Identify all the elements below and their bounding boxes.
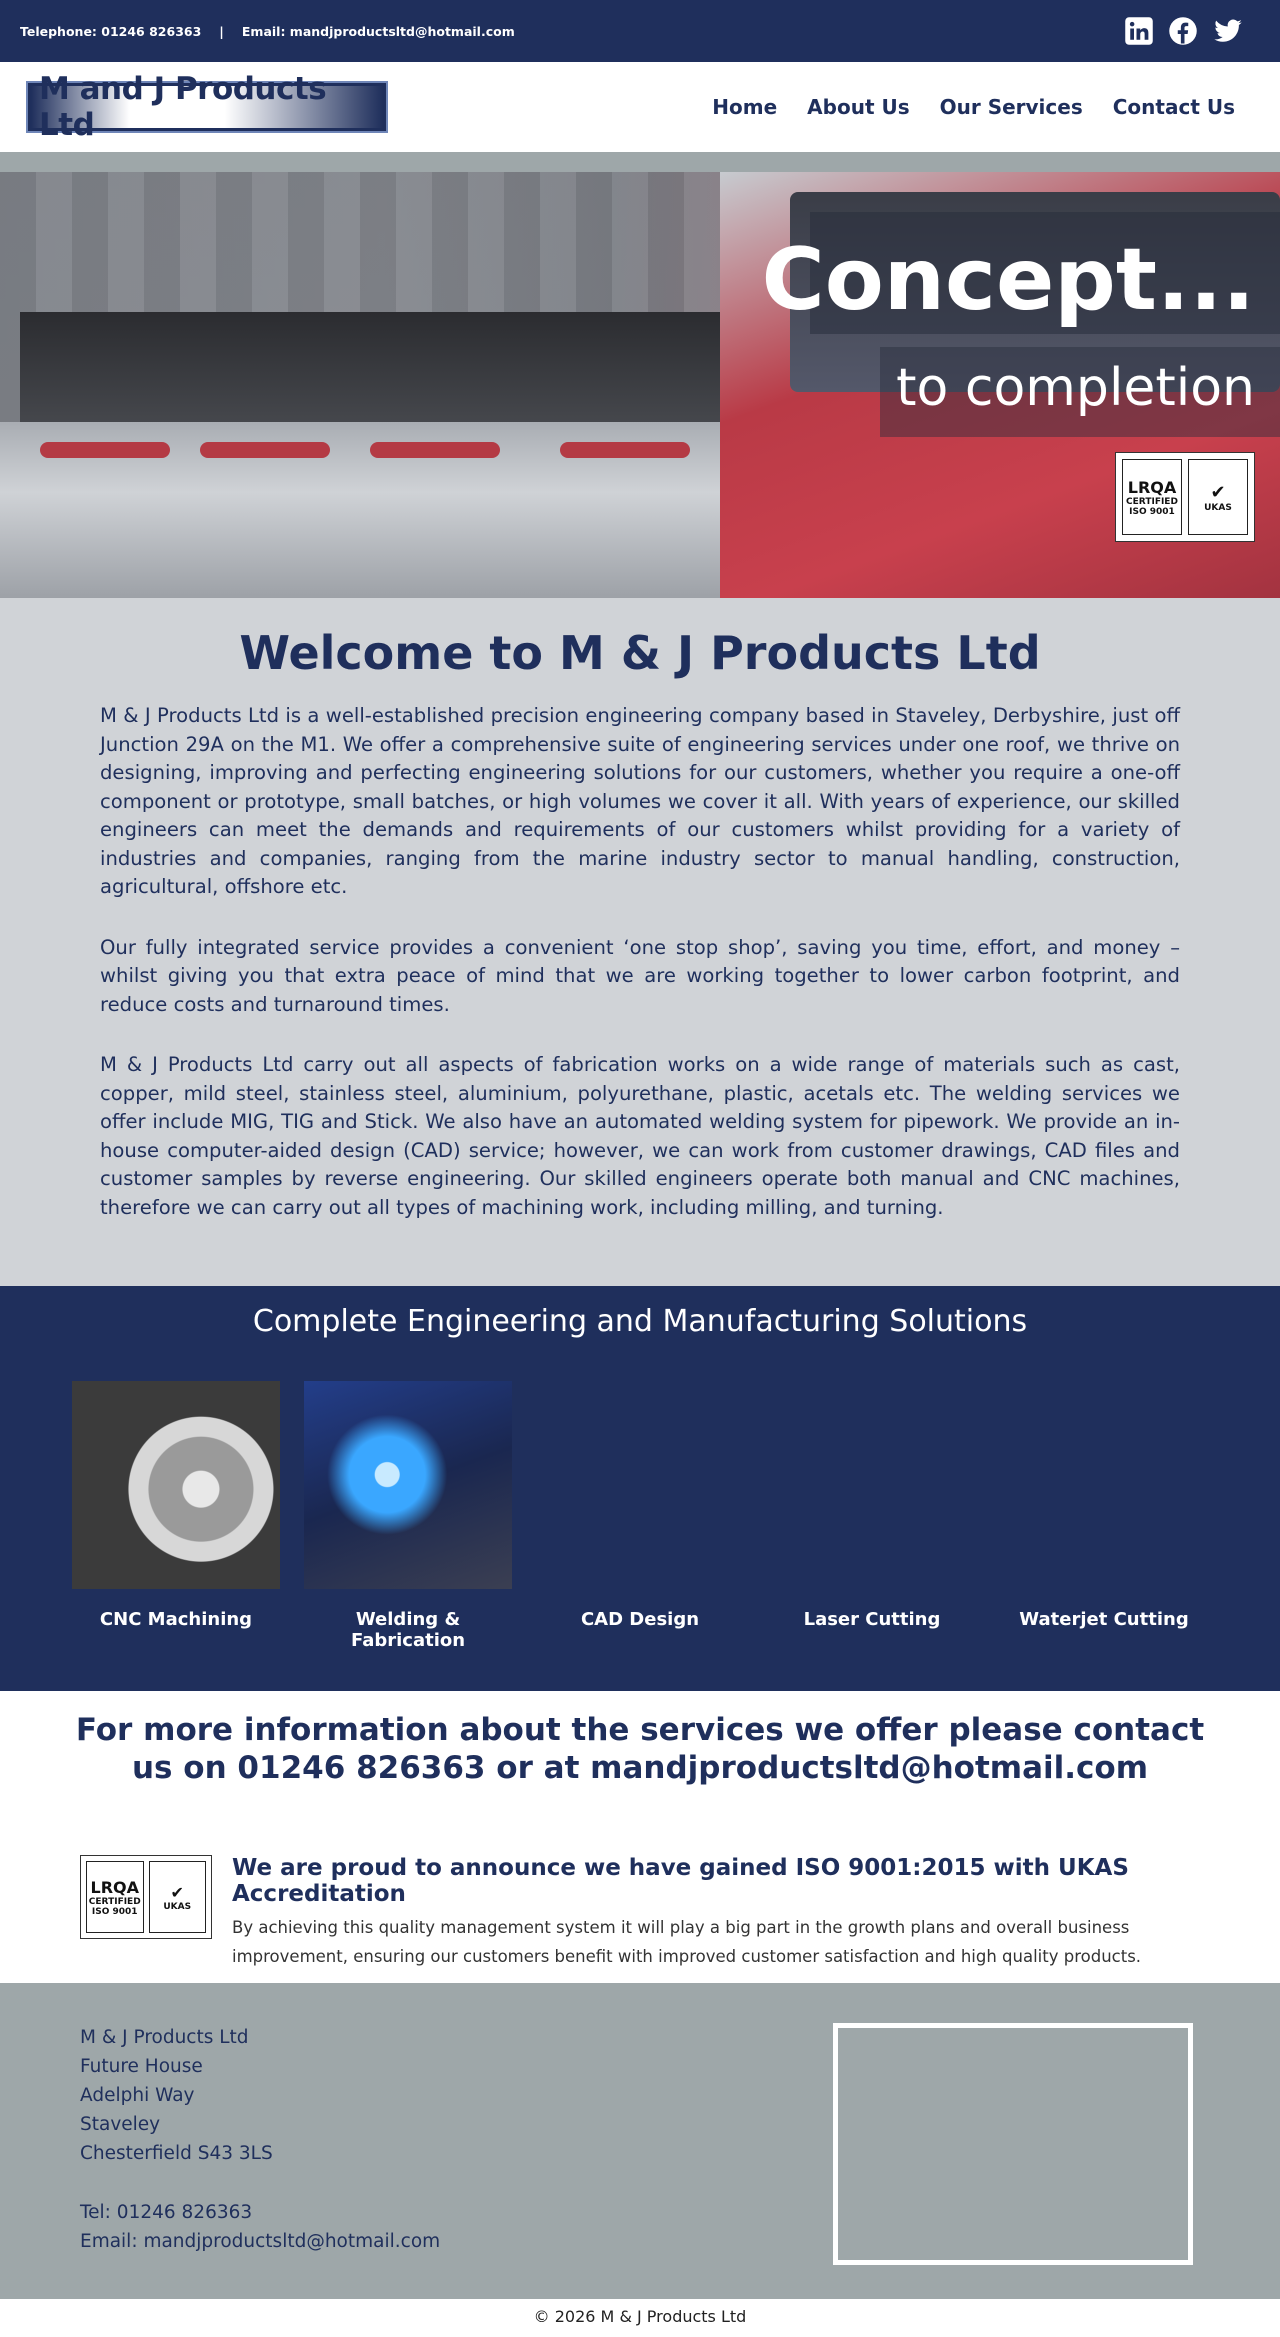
main-nav xyxy=(712,95,1235,119)
iso-text xyxy=(232,1855,1200,1971)
welcome-paragraph: Our fully integrated service provides a convenient ‘one stop shop’, saving you time, effort, and money – whilst giving you that extra peace of mind that we are working together to lower carbon footprint, and reduce costs and turnaround times. xyxy=(100,935,1180,1016)
main-navbar xyxy=(0,62,1280,152)
nav-about-us[interactable]: About Us xyxy=(807,95,910,119)
services-section xyxy=(0,1286,1280,1691)
map-embed[interactable] xyxy=(833,2023,1193,2265)
laser-cutting-image xyxy=(768,1381,976,1589)
hero-image-rail xyxy=(40,442,170,458)
service-label: CNC Machining xyxy=(99,1609,253,1630)
lrqa-badge: LRQA CERTIFIED ISO 9001 xyxy=(86,1861,144,1933)
footer-address xyxy=(80,2023,440,2259)
service-label: Laser Cutting xyxy=(803,1609,941,1630)
contact-cta xyxy=(0,1691,1280,1787)
twitter-icon[interactable] xyxy=(1212,16,1242,46)
welcome-paragraph: M & J Products Ltd carry out all aspects of fabrication works on a wide range of materials such as cast, copper, mild steel, stainless steel, aluminium, polyurethane, plastic, acetals etc. The welding services we offer include MIG, TIG and Stick. We also have an automated welding system for pipework. We provide an in-house computer-aided design (CAD) service; however, we can work from customer drawings, CAD files and customer samples by reverse engineering. Our skilled engineers operate both manual and CNC machines, therefore we can carry out all types of machining work, including milling, and turning. xyxy=(100,1053,1180,1219)
welcome-title: Welcome to M & J Products Ltd xyxy=(239,626,1041,680)
hero-subheadline: to completion xyxy=(896,358,1255,418)
separator: | xyxy=(219,23,224,39)
address-line: Staveley xyxy=(80,2114,161,2135)
iso-announcement xyxy=(0,1787,1280,1983)
telephone-text: Telephone: 01246 826363 xyxy=(20,23,202,39)
service-welding-fabrication[interactable] xyxy=(304,1381,512,1651)
service-label: CAD Design xyxy=(580,1609,700,1630)
hero-image-rail xyxy=(370,442,500,458)
cad-design-image xyxy=(536,1381,744,1589)
nav-contact-us[interactable]: Contact Us xyxy=(1112,95,1235,119)
cnc-machining-image xyxy=(72,1381,280,1589)
ukas-badge: ✔ UKAS xyxy=(149,1861,207,1933)
ukas-badge: ✔ UKAS xyxy=(1188,459,1248,535)
grey-divider xyxy=(0,152,1280,172)
services-list xyxy=(72,1381,1208,1651)
hero-headline: Concept... xyxy=(761,230,1255,330)
checkmark-icon: ✔ xyxy=(170,1882,184,1902)
top-contact xyxy=(20,24,515,39)
services-title: Complete Engineering and Manufacturing Solutions xyxy=(252,1304,1028,1339)
facebook-icon[interactable] xyxy=(1168,16,1198,46)
hero-banner xyxy=(0,172,1280,598)
linkedin-icon[interactable] xyxy=(1124,16,1154,46)
iso-badge xyxy=(80,1855,212,1939)
waterjet-cutting-image xyxy=(1000,1381,1208,1589)
copyright: © 2026 M & J Products Ltd xyxy=(0,2299,1280,2337)
address-line: Chesterfield S43 3LS xyxy=(80,2143,273,2164)
hero-image-gantry xyxy=(20,312,740,422)
service-label: Welding & Fabrication xyxy=(350,1609,466,1651)
email-link[interactable]: Email: mandjproductsltd@hotmail.com xyxy=(241,23,515,39)
logo-text: M and J Products Ltd xyxy=(39,71,327,143)
hero-certification-badge xyxy=(1115,452,1255,542)
site-logo[interactable] xyxy=(28,71,386,143)
welding-image xyxy=(304,1381,512,1589)
iso-title: We are proud to announce we have gained ISO 9001:2015 with UKAS Accreditation xyxy=(232,1855,1129,1907)
service-waterjet-cutting[interactable] xyxy=(1000,1381,1208,1651)
checkmark-icon: ✔ xyxy=(1210,481,1226,503)
welcome-paragraph: M & J Products Ltd is a well-established precision engineering company based in Staveley, Derbyshire, just off Junction 29A on the M1. We offer a comprehensive suite of engineering services under one roof, we thrive on designing, improving and perfecting engineering solutions for our customers, whether you require a one-off component or prototype, small batches, or high volumes we cover it all. With years of experience, our skilled engineers can meet the demands and requirements of our customers whilst providing for a variety of industries and companies, ranging from the marine industry sector to manual handling, construction, agricultural, offshore etc. xyxy=(100,704,1180,898)
address-line: Future House xyxy=(80,2056,203,2077)
footer-tel[interactable]: Tel: 01246 826363 xyxy=(80,2202,253,2223)
address-line: M & J Products Ltd xyxy=(80,2027,249,2048)
service-laser-cutting[interactable] xyxy=(768,1381,976,1651)
footer-email[interactable]: Email: mandjproductsltd@hotmail.com xyxy=(80,2231,441,2252)
service-cad-design[interactable] xyxy=(536,1381,744,1651)
nav-our-services[interactable]: Our Services xyxy=(939,95,1083,119)
lrqa-badge: LRQA CERTIFIED ISO 9001 xyxy=(1122,459,1182,535)
iso-body: By achieving this quality management system it will play a big part in the growth plans and overall business improvement, ensuring our customers benefit with improved customer satisfaction and high quality products. xyxy=(232,1918,1142,1966)
service-label: Waterjet Cutting xyxy=(1019,1609,1189,1630)
top-bar xyxy=(0,0,1280,62)
cta-text: For more information about the services we offer please contact us on 01246 826363 or at mandjproductsltd@hotmail.com xyxy=(75,1712,1205,1786)
address-line: Adelphi Way xyxy=(80,2085,195,2106)
site-footer xyxy=(0,1983,1280,2299)
nav-home[interactable]: Home xyxy=(712,95,778,119)
hero-image-rail xyxy=(560,442,690,458)
service-cnc-machining[interactable] xyxy=(72,1381,280,1651)
social-links xyxy=(1124,16,1242,46)
hero-image-rail xyxy=(200,442,330,458)
welcome-section xyxy=(0,598,1280,1286)
